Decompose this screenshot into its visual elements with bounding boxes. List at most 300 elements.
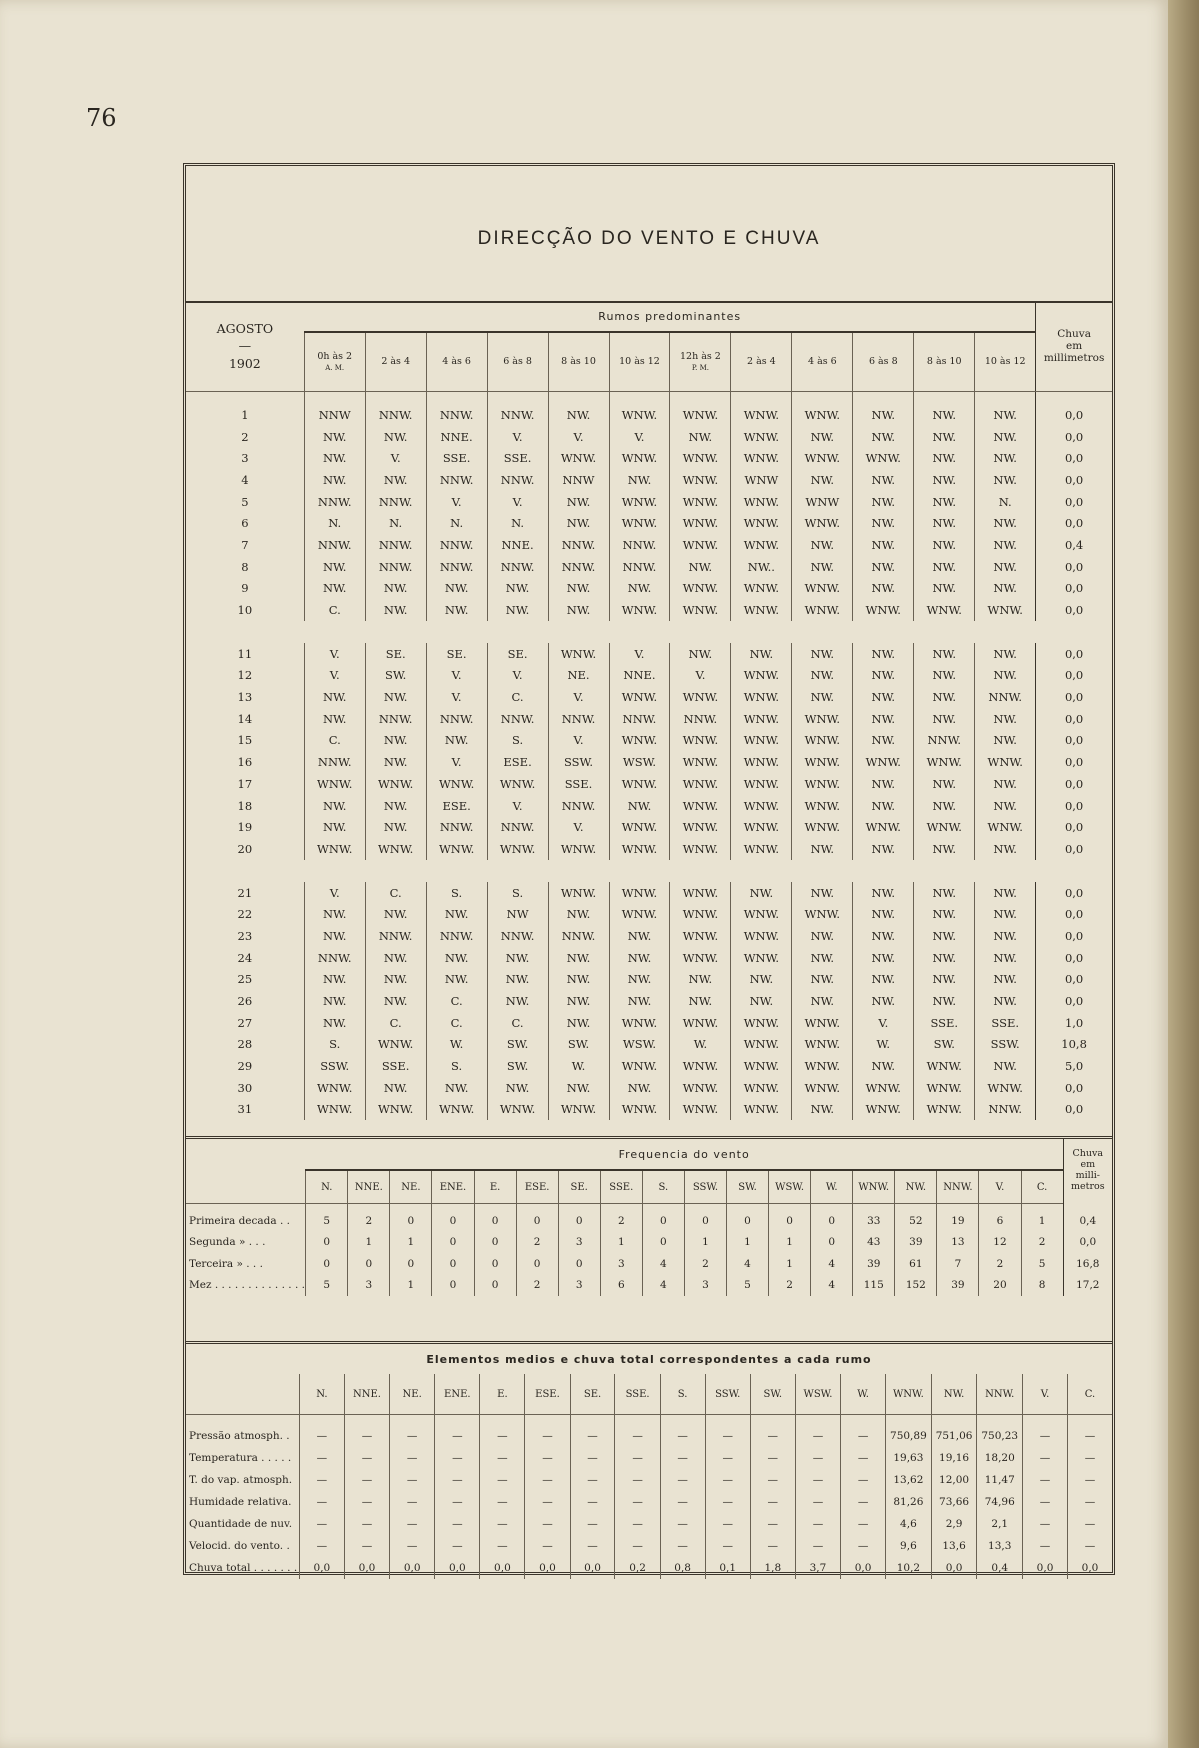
wind-direction-cell: NW. — [304, 469, 365, 491]
day-cell: 8 — [241, 559, 249, 574]
row-label: Segunda » . . . — [189, 1236, 266, 1249]
wind-direction-cell: WNW. — [670, 512, 731, 534]
wind-direction-cell: W. — [853, 1034, 914, 1056]
element-cell: — — [299, 1415, 344, 1448]
hour-header — [731, 332, 792, 392]
element-cell: — — [750, 1447, 795, 1469]
table-row — [186, 708, 1112, 730]
wind-direction-cell: V. — [548, 426, 609, 448]
wind-direction-cell: WNW. — [731, 1055, 792, 1077]
direction-header: W. — [841, 1374, 886, 1415]
frequency-cell: 1 — [600, 1232, 642, 1254]
direction-header: NNE. — [348, 1170, 390, 1204]
element-cell: — — [525, 1513, 570, 1535]
wind-direction-cell: NW. — [365, 947, 426, 969]
frequency-cell: 43 — [853, 1232, 895, 1254]
rain-header-line: Chuva — [1072, 1148, 1104, 1160]
wind-direction-cell: ESE. — [426, 795, 487, 817]
wind-direction-cell: NW. — [792, 534, 853, 556]
element-cell: — — [705, 1469, 750, 1491]
element-cell: — — [615, 1415, 660, 1448]
frequency-cell: 1 — [390, 1232, 432, 1254]
wind-direction-cell: NW. — [609, 990, 670, 1012]
element-cell: — — [344, 1535, 389, 1557]
wind-direction-cell: WNW. — [670, 599, 731, 621]
wind-direction-cell: NW. — [914, 773, 975, 795]
wind-direction-cell: NW. — [609, 578, 670, 600]
wind-direction-cell: NW. — [609, 925, 670, 947]
table-row — [186, 1535, 1112, 1557]
year-label: 1902 — [228, 355, 261, 371]
wind-direction-cell: V. — [548, 686, 609, 708]
element-cell: — — [795, 1447, 840, 1469]
wind-direction-cell: NW. — [853, 686, 914, 708]
day-cell: 9 — [241, 581, 249, 596]
wind-direction-cell: NW. — [426, 578, 487, 600]
wind-direction-cell: NW. — [487, 990, 548, 1012]
rain-cell: 0,0 — [1036, 730, 1112, 752]
wind-direction-cell: NNW. — [609, 556, 670, 578]
frequency-cell: 2 — [600, 1204, 642, 1232]
hour-label: 8 às 10 — [561, 355, 596, 367]
wind-direction-cell: WNW. — [731, 665, 792, 687]
wind-direction-cell: C. — [426, 1012, 487, 1034]
wind-direction-cell: SW. — [914, 1034, 975, 1056]
element-cell: — — [750, 1469, 795, 1491]
wind-direction-cell: NW. — [914, 795, 975, 817]
wind-direction-cell: WNW. — [731, 773, 792, 795]
wind-direction-cell: WNW. — [548, 447, 609, 469]
table-row — [186, 838, 1112, 860]
table-row — [186, 773, 1112, 795]
wind-direction-cell: NW. — [304, 556, 365, 578]
frequency-cell: 3 — [348, 1275, 390, 1297]
wind-direction-cell: WNW. — [426, 773, 487, 795]
wind-direction-cell: WNW. — [670, 903, 731, 925]
wind-direction-cell: WNW. — [792, 512, 853, 534]
wind-direction-cell: NW. — [304, 447, 365, 469]
frequency-cell: 12 — [979, 1232, 1021, 1254]
wind-direction-cell: NW. — [853, 556, 914, 578]
element-cell: — — [390, 1415, 435, 1448]
wind-direction-cell: NW. — [731, 643, 792, 665]
wind-direction-cell: V. — [548, 730, 609, 752]
wind-direction-cell: NNW. — [609, 534, 670, 556]
wind-direction-cell: NW. — [853, 990, 914, 1012]
hour-label: 4 às 6 — [442, 355, 471, 367]
wind-direction-cell: WNW. — [731, 392, 792, 426]
wind-direction-cell: WNW. — [609, 392, 670, 426]
table-row — [186, 1099, 1112, 1121]
frequency-cell: 0 — [474, 1275, 516, 1297]
wind-direction-cell: C. — [426, 990, 487, 1012]
wind-direction-cell: WNW. — [914, 751, 975, 773]
element-cell: — — [299, 1535, 344, 1557]
wind-direction-cell: SSW. — [975, 1034, 1036, 1056]
row-label: Mez . . . . . . . . . . . . . . — [189, 1279, 305, 1292]
wind-direction-cell: WNW. — [609, 599, 670, 621]
wind-direction-cell: NNW. — [670, 708, 731, 730]
element-cell: 11,47 — [977, 1469, 1023, 1491]
element-cell: — — [1023, 1447, 1068, 1469]
frequency-cell: 20 — [979, 1275, 1021, 1297]
wind-direction-cell: NW. — [487, 947, 548, 969]
rain-cell: 0,0 — [1036, 1099, 1112, 1121]
wind-direction-cell: NW. — [914, 392, 975, 426]
rain-header-line: milli- — [1075, 1170, 1100, 1182]
frequency-table — [186, 1139, 1112, 1296]
wind-direction-cell: WNW. — [670, 816, 731, 838]
wind-direction-cell: NW. — [365, 578, 426, 600]
wind-direction-cell: S. — [304, 1034, 365, 1056]
wind-direction-cell: V. — [487, 665, 548, 687]
wind-direction-cell: NW. — [975, 925, 1036, 947]
rain-header — [1036, 301, 1112, 392]
wind-direction-cell: NW. — [304, 990, 365, 1012]
wind-direction-cell: NW. — [914, 686, 975, 708]
wind-direction-cell: NW. — [365, 816, 426, 838]
wind-direction-cell: WNW. — [731, 1099, 792, 1121]
rain-cell: 0,0 — [1036, 469, 1112, 491]
spacer-cell — [186, 621, 1112, 643]
wind-direction-cell: WNW. — [548, 643, 609, 665]
frequency-cell: 6 — [979, 1204, 1021, 1232]
frequency-cell: 2 — [516, 1275, 558, 1297]
wind-direction-cell: V. — [487, 426, 548, 448]
wind-direction-cell: NW. — [853, 882, 914, 904]
wind-direction-cell: N. — [975, 491, 1036, 513]
table-row — [186, 947, 1112, 969]
wind-direction-cell: NNW. — [609, 708, 670, 730]
element-cell: — — [660, 1535, 705, 1557]
wind-direction-cell: WNW. — [670, 686, 731, 708]
table-row — [186, 1415, 1112, 1448]
wind-direction-cell: V. — [304, 882, 365, 904]
wind-direction-cell: WNW. — [792, 392, 853, 426]
wind-direction-cell: NW. — [853, 969, 914, 991]
table-row — [186, 491, 1112, 513]
frequency-cell: 0 — [474, 1253, 516, 1275]
rain-cell: 0,0 — [1036, 426, 1112, 448]
wind-direction-cell: NW. — [975, 1055, 1036, 1077]
wind-direction-cell: NW. — [365, 730, 426, 752]
frequency-cell: 3 — [600, 1253, 642, 1275]
wind-direction-cell: NW. — [609, 969, 670, 991]
day-cell: 14 — [237, 711, 253, 726]
wind-direction-cell: NW. — [853, 1055, 914, 1077]
wind-direction-cell: WNW. — [609, 1055, 670, 1077]
wind-direction-cell: NNW. — [426, 534, 487, 556]
table-row — [186, 1275, 1112, 1297]
wind-direction-cell: NW. — [365, 599, 426, 621]
frequency-cell: 0 — [306, 1232, 348, 1254]
wind-direction-cell: N. — [426, 512, 487, 534]
direction-header: SW. — [726, 1170, 768, 1204]
element-cell: — — [570, 1415, 615, 1448]
hour-header — [792, 332, 853, 392]
element-cell: 81,26 — [886, 1491, 932, 1513]
title-box — [186, 166, 1112, 303]
frequency-cell: 2 — [516, 1232, 558, 1254]
wind-direction-cell: WNW. — [731, 903, 792, 925]
element-cell: — — [841, 1447, 886, 1469]
wind-direction-cell: NW. — [365, 903, 426, 925]
frequency-cell: 39 — [853, 1253, 895, 1275]
wind-direction-cell: WNW. — [914, 599, 975, 621]
wind-direction-cell: C. — [365, 1012, 426, 1034]
wind-direction-cell: NW. — [914, 426, 975, 448]
wind-direction-cell: NW. — [487, 1077, 548, 1099]
frequency-cell: 1 — [348, 1232, 390, 1254]
element-cell: — — [1067, 1415, 1112, 1448]
day-cell: 13 — [237, 690, 253, 705]
wind-direction-cell: NW. — [853, 838, 914, 860]
rumos-header: Rumos predominantes — [304, 301, 1035, 332]
element-cell: — — [390, 1447, 435, 1469]
wind-direction-cell: WNW. — [670, 1077, 731, 1099]
element-cell: — — [435, 1469, 480, 1491]
wind-direction-cell: NW. — [914, 969, 975, 991]
wind-direction-cell: NW. — [914, 491, 975, 513]
direction-header: W. — [811, 1170, 853, 1204]
element-cell: — — [525, 1469, 570, 1491]
element-cell: — — [480, 1415, 525, 1448]
hour-label: 6 às 8 — [503, 355, 532, 367]
wind-direction-cell: NW. — [304, 816, 365, 838]
element-cell: — — [795, 1415, 840, 1448]
wind-direction-cell: SSE. — [487, 447, 548, 469]
wind-direction-cell: NNW. — [365, 392, 426, 426]
row-label: Terceira » . . . — [189, 1257, 263, 1270]
frequency-cell: 1 — [390, 1275, 432, 1297]
wind-direction-cell: SW. — [365, 665, 426, 687]
table-row — [186, 816, 1112, 838]
wind-direction-cell: NW. — [426, 1077, 487, 1099]
rain-cell: 0,0 — [1036, 773, 1112, 795]
wind-direction-cell: WNW. — [792, 1077, 853, 1099]
frequency-cell: 52 — [895, 1204, 937, 1232]
wind-direction-cell: NW. — [853, 903, 914, 925]
table-row — [186, 469, 1112, 491]
wind-direction-cell: NNW. — [548, 925, 609, 947]
wind-direction-cell: NW. — [609, 469, 670, 491]
frequency-cell: 0 — [684, 1204, 726, 1232]
wind-direction-cell: NW. — [975, 990, 1036, 1012]
wind-direction-cell: V. — [487, 491, 548, 513]
wind-direction-cell: C. — [487, 1012, 548, 1034]
direction-header: NE. — [390, 1170, 432, 1204]
element-cell: — — [299, 1513, 344, 1535]
frequency-cell: 0 — [432, 1204, 474, 1232]
wind-direction-cell: NW. — [914, 469, 975, 491]
direction-header: SW. — [750, 1374, 795, 1415]
elem-label-col — [186, 1374, 299, 1415]
table-row — [186, 534, 1112, 556]
wind-direction-cell: NW. — [975, 947, 1036, 969]
direction-header: ESE. — [516, 1170, 558, 1204]
wind-direction-cell: NNW. — [304, 947, 365, 969]
direction-header: NNW. — [977, 1374, 1023, 1415]
element-cell: 0,0 — [1067, 1557, 1112, 1579]
element-cell: — — [615, 1491, 660, 1513]
wind-direction-cell: S. — [487, 730, 548, 752]
wind-direction-cell: NNW. — [365, 708, 426, 730]
wind-direction-cell: V. — [853, 1012, 914, 1034]
element-cell: 0,0 — [1023, 1557, 1068, 1579]
wind-direction-cell: SW. — [548, 1034, 609, 1056]
wind-direction-cell: WNW — [792, 491, 853, 513]
frequency-cell: 2 — [684, 1253, 726, 1275]
frequency-cell: 0 — [516, 1204, 558, 1232]
wind-direction-cell: WNW. — [731, 730, 792, 752]
element-cell: 0,0 — [570, 1557, 615, 1579]
element-cell: — — [1067, 1513, 1112, 1535]
rain-cell: 0,0 — [1036, 491, 1112, 513]
freq-rain-header — [1063, 1139, 1112, 1204]
frequency-cell: 0 — [769, 1204, 811, 1232]
wind-direction-cell: WNW. — [731, 751, 792, 773]
element-cell: — — [390, 1513, 435, 1535]
wind-direction-cell: NW. — [548, 578, 609, 600]
element-cell: — — [705, 1513, 750, 1535]
wind-direction-cell: NW. — [975, 447, 1036, 469]
rain-cell: 16,8 — [1063, 1253, 1112, 1275]
element-cell: 0,0 — [344, 1557, 389, 1579]
element-cell: 10,2 — [886, 1557, 932, 1579]
table-row — [186, 1232, 1112, 1254]
frequency-cell: 2 — [348, 1204, 390, 1232]
wind-direction-cell: WNW. — [304, 1077, 365, 1099]
wind-direction-cell: WNW. — [548, 838, 609, 860]
wind-direction-cell: NW. — [426, 599, 487, 621]
wind-direction-cell: WNW. — [548, 882, 609, 904]
frequency-cell: 0 — [642, 1204, 684, 1232]
table-row — [186, 643, 1112, 665]
wind-direction-cell: NW. — [975, 426, 1036, 448]
wind-direction-cell: NW. — [853, 925, 914, 947]
wind-direction-cell: WNW. — [304, 773, 365, 795]
row-label: Quantidade de nuv. — [189, 1518, 293, 1530]
wind-direction-cell: S. — [487, 882, 548, 904]
wind-direction-cell: NW. — [731, 882, 792, 904]
wind-direction-cell: WNW. — [731, 491, 792, 513]
direction-header: WNW. — [886, 1374, 932, 1415]
wind-direction-cell: WNW. — [609, 686, 670, 708]
wind-direction-cell: WNW. — [609, 838, 670, 860]
table-row — [186, 1469, 1112, 1491]
wind-direction-cell: NW. — [914, 838, 975, 860]
rain-cell: 0,0 — [1036, 643, 1112, 665]
frequency-cell: 0 — [348, 1253, 390, 1275]
hour-label: 0h às 2 — [317, 351, 353, 363]
wind-direction-cell: NNW. — [304, 491, 365, 513]
hour-label: 2 às 4 — [747, 355, 776, 367]
element-cell: — — [841, 1491, 886, 1513]
wind-direction-cell: NNW. — [487, 708, 548, 730]
wind-direction-cell: NW. — [487, 969, 548, 991]
wind-direction-cell: NW. — [304, 795, 365, 817]
rain-cell: 0,0 — [1036, 990, 1112, 1012]
direction-header: SE. — [558, 1170, 600, 1204]
wind-direction-cell: NW. — [304, 708, 365, 730]
element-cell: — — [1067, 1469, 1112, 1491]
wind-direction-cell: WNW. — [792, 1055, 853, 1077]
element-cell: — — [570, 1469, 615, 1491]
elements-block — [186, 1341, 1112, 1579]
hour-header — [975, 332, 1036, 392]
wind-direction-cell: NW. — [304, 686, 365, 708]
table-frame — [183, 163, 1115, 1575]
rain-cell: 0,0 — [1036, 578, 1112, 600]
rain-cell: 5,0 — [1036, 1055, 1112, 1077]
day-cell: 2 — [241, 429, 249, 444]
wind-direction-cell: NNW. — [975, 686, 1036, 708]
rain-cell: 0,0 — [1036, 925, 1112, 947]
frequency-cell: 0 — [306, 1253, 348, 1275]
frequency-cell: 39 — [937, 1275, 979, 1297]
wind-direction-cell: NW. — [914, 534, 975, 556]
day-cell: 1 — [241, 407, 249, 422]
day-cell: 24 — [237, 950, 253, 965]
element-cell: 0,0 — [480, 1557, 525, 1579]
wind-direction-cell: WNW. — [670, 469, 731, 491]
element-cell: 750,89 — [886, 1415, 932, 1448]
wind-direction-cell: NW. — [914, 556, 975, 578]
wind-direction-cell: NW. — [304, 925, 365, 947]
element-cell: 1,8 — [750, 1557, 795, 1579]
wind-direction-cell: SSE. — [975, 1012, 1036, 1034]
rain-header-line: metros — [1071, 1181, 1105, 1193]
wind-direction-cell: NW. — [975, 643, 1036, 665]
wind-direction-cell: NW. — [853, 392, 914, 426]
frequency-cell: 0 — [811, 1204, 853, 1232]
wind-direction-cell: C. — [304, 730, 365, 752]
table-row — [186, 882, 1112, 904]
element-cell: 19,63 — [886, 1447, 932, 1469]
wind-direction-cell: NW. — [548, 1077, 609, 1099]
wind-direction-cell: NW. — [792, 686, 853, 708]
frequency-cell: 4 — [726, 1253, 768, 1275]
wind-direction-cell: WNW. — [792, 730, 853, 752]
wind-direction-cell: NW. — [975, 534, 1036, 556]
page-edge — [1168, 0, 1199, 1748]
element-cell: 13,62 — [886, 1469, 932, 1491]
wind-direction-cell: NW. — [426, 903, 487, 925]
wind-direction-cell: WNW. — [731, 599, 792, 621]
wind-direction-cell: N. — [487, 512, 548, 534]
element-cell: — — [480, 1469, 525, 1491]
element-cell: — — [390, 1469, 435, 1491]
element-cell: 9,6 — [886, 1535, 932, 1557]
wind-direction-cell: WNW. — [609, 1099, 670, 1121]
rain-cell: 0,0 — [1036, 838, 1112, 860]
wind-direction-cell: WNW. — [609, 773, 670, 795]
table-row — [186, 1034, 1112, 1056]
direction-header: C. — [1067, 1374, 1112, 1415]
page-number: 76 — [86, 104, 117, 132]
table-row — [186, 512, 1112, 534]
frequency-cell: 0 — [390, 1204, 432, 1232]
wind-direction-cell: WNW. — [670, 578, 731, 600]
wind-direction-cell: NW. — [426, 730, 487, 752]
day-cell: 19 — [237, 820, 253, 835]
wind-direction-cell: NW. — [304, 1012, 365, 1034]
wind-direction-cell: NW. — [670, 643, 731, 665]
wind-direction-cell: NW. — [914, 447, 975, 469]
wind-direction-cell: NNW. — [304, 534, 365, 556]
element-cell: — — [660, 1447, 705, 1469]
frequency-cell: 0 — [642, 1232, 684, 1254]
